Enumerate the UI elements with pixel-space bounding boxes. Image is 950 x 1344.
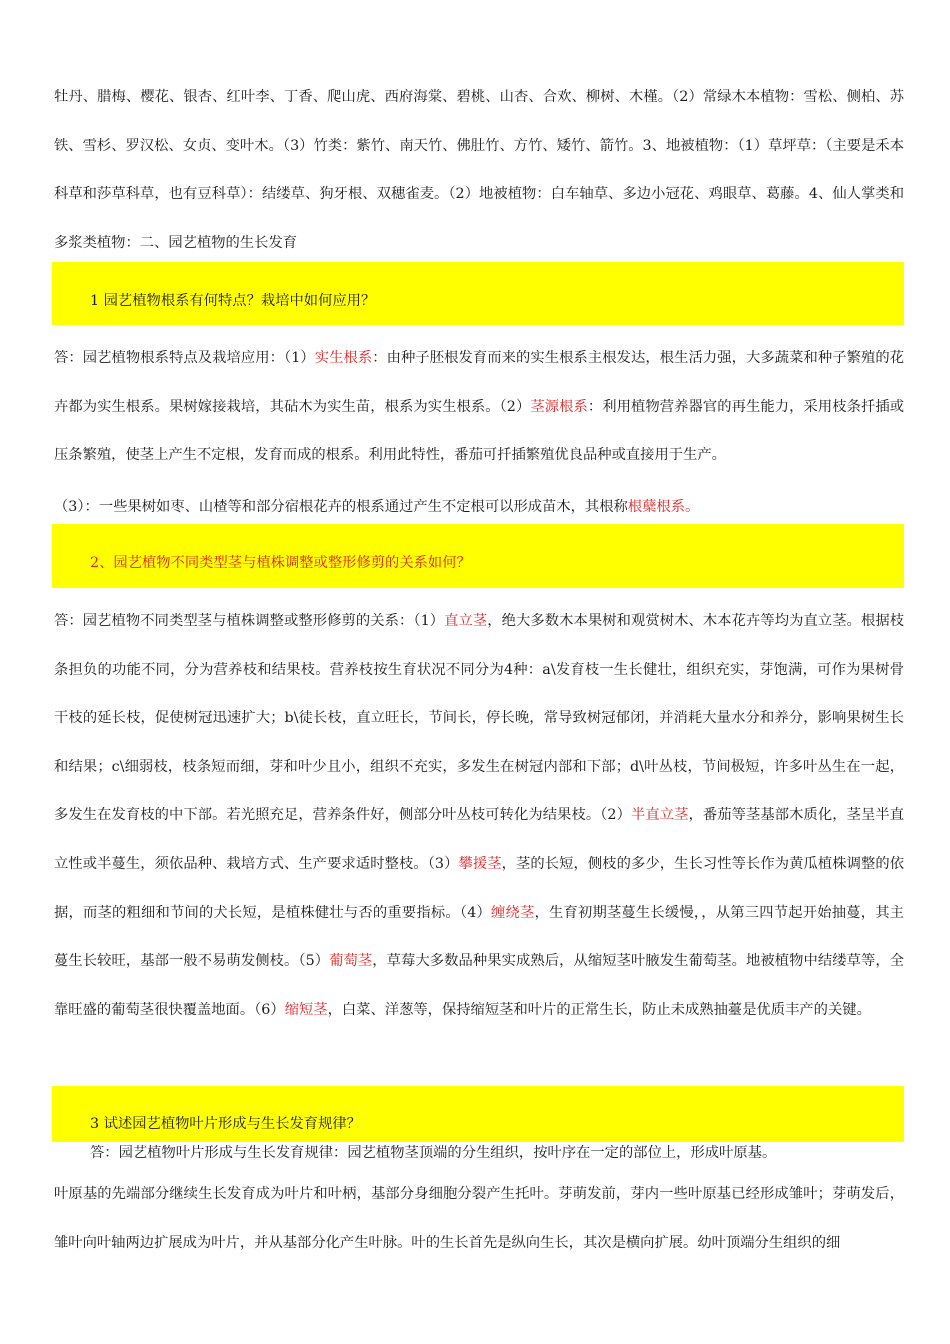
question-3-banner: [52, 1086, 904, 1142]
term-shortened-stem: 缩短茎: [284, 1001, 328, 1018]
question-3-text: 3 试述园艺植物叶片形成与生长发育规律？: [90, 1116, 361, 1132]
answer-2-text: 答：园艺植物不同类型茎与植株调整或整形修剪的关系：（1）: [54, 613, 445, 629]
answer-1-text: （3）：一些果树如枣、山楂等和部分宿根花卉的根系通过产生不定根可以形成苗木，其根称: [54, 499, 628, 515]
answer-3-paragraph: 叶原基的先端部分继续生长发育成为叶片和叶柄，基部分身细胞分裂产生托叶。芽萌发前，芽内一些叶原基已经形成雏叶；芽萌发后，雏叶向叶轴两边扩展成为叶片，并从基部分化产生叶脉。叶的生长首先是纵向生长，其次是横向扩展。幼叶顶端分生组织的细: [54, 1186, 904, 1251]
term-semi-erect-stem: 半直立茎: [630, 807, 689, 824]
answer-2-text: ，绝大多数木本果树和观赏树木、木本花卉等均为直立茎。根据枝条担负的功能不同，分为营养枝和结果枝。营养枝按生育状况不同分为4种：a\发育枝一生长健壮，组织充实，芽饱满，可作为果树骨干枝的延长枝，促使树冠迅速扩大；b\徒长枝，直立旺长，节间长，停长晚，常导致树冠郁闭，并消耗大量水分和养分，影响果树生长和结果；c\细弱枝，枝条短而细，芽和叶少且小，组织不充实，多发生在树冠内部和下部；d\叶丛枝，节间极短，许多叶丛生在一起，多发生在发育枝的中下部。若光照充足，营养条件好，侧部分叶丛枝可转化为结果枝。（2）: [54, 613, 904, 824]
answer-1-text: 答：园艺植物根系特点及栽培应用：（1）: [54, 350, 315, 366]
answer-2-text: ，生育初期茎蔓生长缓慢，，从第三四节起开始抽蔓，其主蔓生长较旺，基部一般不易萌发侧枝。（5）: [54, 904, 904, 970]
answer-2-text: ，茎的长短，侧枝的多少，生长习性等长作为黄瓜植株调整的依据，而茎的粗细和节间的犬长短，是植株健壮与否的重要指标。（4）: [54, 855, 904, 921]
answer-2-text: ，草莓大多数品种果实成熟后，从缩短茎叶腋发生葡萄茎。地被植物中结缕草等，全靠旺盛的葡萄茎很快覆盖地面。（6）: [54, 953, 904, 1018]
term-stem-origin-root: 茎源根系: [530, 398, 588, 415]
answer-2-paragraph: [54, 597, 904, 1034]
answer-3-line-1: 答：园艺植物叶片形成与生长发育规律：园艺植物茎顶端的分生组织，按叶序在一定的部位上，形成叶原基。: [90, 1145, 777, 1161]
question-2-banner: [52, 524, 904, 588]
term-seedling-root: 实生根系: [314, 350, 373, 366]
answer-2-text: ，番茄等茎基部木质化，茎呈半直立性或半蔓生，须依品种、栽培方式、生产要求适时整枝。（3）: [54, 807, 904, 872]
term-climbing-stem: 攀援茎: [458, 855, 502, 872]
term-stolon-stem: 葡萄茎: [329, 953, 373, 970]
answer-2-text: ，白菜、洋葱等，保持缩短茎和叶片的正常生长，防止未成熟抽薹是优质丰产的关键。: [327, 1001, 871, 1018]
term-erect-stem: 直立茎: [444, 613, 488, 629]
question-2-text: 2、园艺植物不同类型茎与植株调整或整形修剪的关系如何？: [90, 555, 471, 571]
question-1-banner: [52, 262, 904, 325]
answer-1-text: ：利用植物营养器官的再生能力，采用枝条扦插或压条繁殖，使茎上产生不定根，发育而成的根系。利用此特性，番茄可扦插繁殖优良品种或直接用于生产。: [54, 398, 905, 464]
term-sucker-root: 根蘖根系。: [627, 499, 700, 515]
answer-1-paragraph: [54, 334, 904, 480]
question-1-text: 1 园艺植物根系有何特点？栽培中如何应用？: [90, 293, 376, 309]
intro-paragraph: 牡丹、腊梅、樱花、银杏、红叶李、丁香、爬山虎、西府海棠、碧桃、山杏、合欢、柳树、木槿。（2）常绿木本植物：雪松、侧柏、苏铁、雪杉、罗汉松、女贞、变叶木。（3）竹类：紫竹、南天竹、佛肚竹、方竹、矮竹、箭竹。3、地被植物：（1）草坪草：（主要是禾本科草和莎草科草，也有豆科草）：结缕草、狗牙根、双穗雀麦。（2）地被植物：白车轴草、多边小冠花、鸡眼草、葛藤。4、仙人掌类和多浆类植物：二、园艺植物的生长发育: [54, 89, 904, 251]
term-twining-stem: 缠绕茎: [490, 904, 535, 921]
answer-1-text: ：由种子胚根发育而来的实生根系主根发达，根生活力强，大多蔬菜和种子繁殖的花卉都为实生根系。果树嫁接栽培，其砧木为实生苗，根系为实生根系。（2）: [54, 350, 904, 415]
